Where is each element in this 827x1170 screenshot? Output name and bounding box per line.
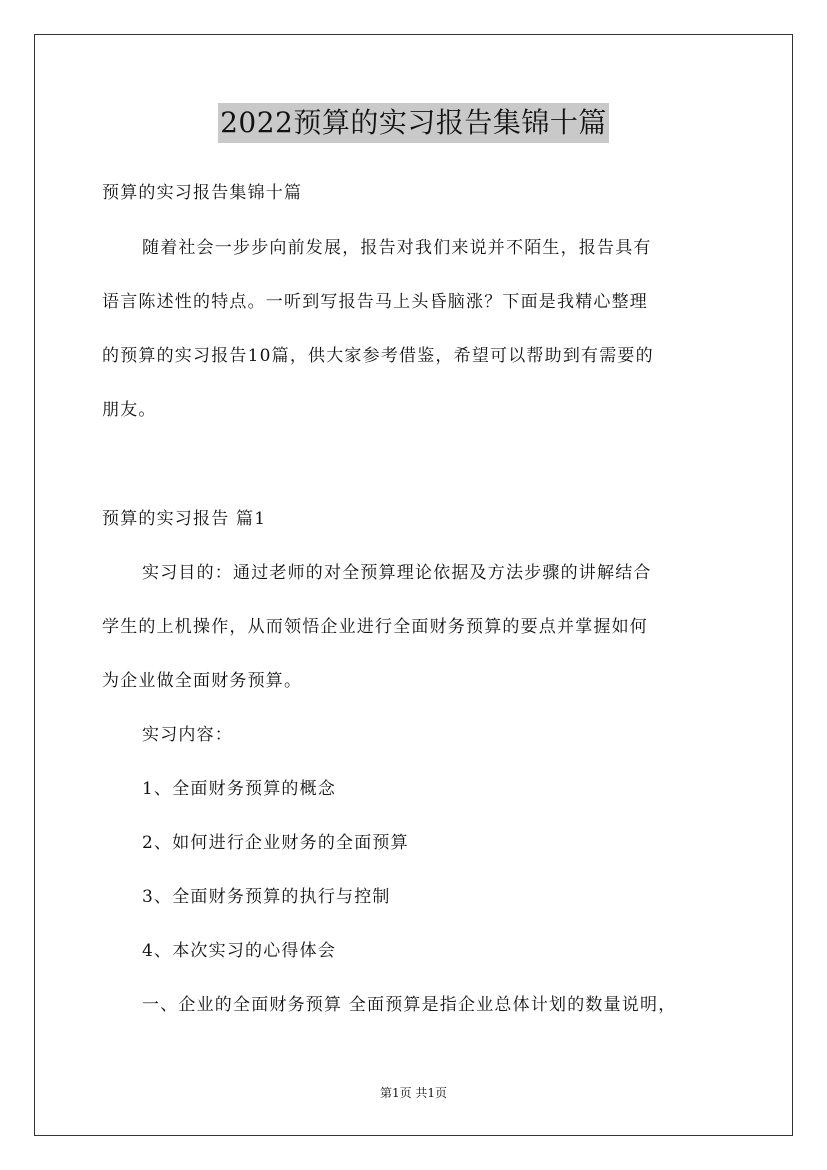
intro-line-3: 的预算的实习报告10篇，供大家参考借鉴，希望可以帮助到有需要的	[102, 346, 654, 366]
intro-line-1: 随着社会一步步向前发展，报告对我们来说并不陌生，报告具有	[142, 238, 652, 258]
list-item-3: 3、全面财务预算的执行与控制	[142, 887, 391, 907]
page-footer: 第1页 共1页	[379, 1086, 448, 1100]
purpose-line-3: 为企业做全面财务预算。	[102, 671, 303, 691]
purpose-line-2: 学生的上机操作，从而领悟企业进行全面财务预算的要点并掌握如何	[102, 617, 648, 637]
content-label: 实习内容：	[142, 725, 233, 745]
subtitle: 预算的实习报告集锦十篇	[102, 183, 303, 203]
purpose-line-1: 实习目的：通过老师的对全预算理论依据及方法步骤的讲解结合	[142, 563, 652, 583]
document-title: 2022预算的实习报告集锦十篇	[218, 103, 609, 143]
list-item-1: 1、全面财务预算的概念	[142, 779, 337, 799]
body-last-line: 一、企业的全面财务预算 全面预算是指企业总体计划的数量说明，	[142, 995, 677, 1015]
section-heading: 预算的实习报告 篇1	[102, 509, 267, 529]
list-item-4: 4、本次实习的心得体会	[142, 941, 337, 961]
list-item-2: 2、如何进行企业财务的全面预算	[142, 833, 409, 853]
title-wrap	[0, 103, 827, 143]
intro-line-2: 语言陈述性的特点。一听到写报告马上头昏脑涨？下面是我精心整理	[102, 292, 648, 312]
intro-line-4: 朋友。	[102, 400, 157, 420]
